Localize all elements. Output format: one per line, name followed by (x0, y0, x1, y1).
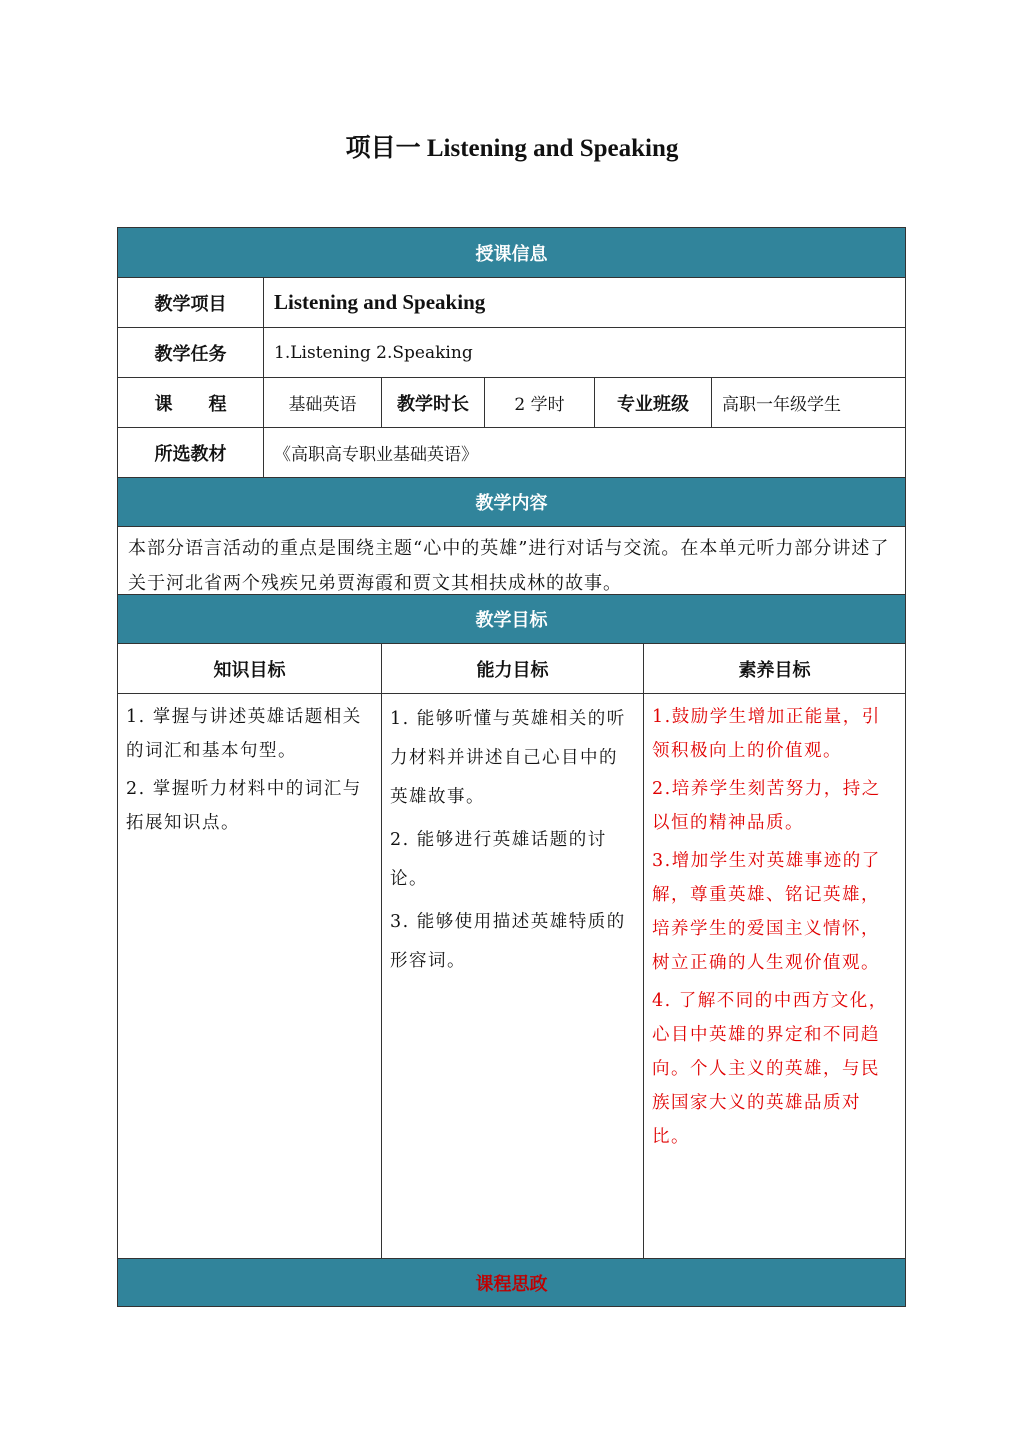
duration-label: 教学时长 (381, 378, 484, 427)
course-label: 课 程 (154, 393, 227, 415)
class-label: 专业班级 (594, 378, 711, 427)
goals-header: 教学目标 (118, 595, 905, 643)
quality-goal-item: 3.增加学生对英雄事迹的了解，尊重英雄、铭记英雄，培养学生的爱国主义情怀，树立正确的人生观价值观。 (652, 851, 881, 973)
document-title: 项目一 Listening and Speaking (345, 135, 679, 162)
duration-value: 2 学时 (484, 378, 594, 427)
goals-header-row (117, 594, 906, 643)
project-value: Listening and Speaking (263, 278, 905, 327)
ability-goal-item: 1. 能够听懂与英雄相关的听力材料并讲述自己心目中的英雄故事。 (390, 709, 626, 807)
knowledge-goals (118, 694, 381, 1258)
quality-goal-item: 2.培养学生刻苦努力，持之以恒的精神品质。 (652, 779, 881, 833)
class-value: 高职一年级学生 (711, 378, 905, 427)
ability-goals (381, 694, 643, 1258)
textbook-row (117, 427, 906, 477)
textbook-value: 《高职高专职业基础英语》 (263, 428, 905, 477)
knowledge-goal-item: 2. 掌握听力材料中的词汇与拓展知识点。 (126, 779, 362, 833)
ideology-header: 课程思政 (118, 1259, 905, 1306)
knowledge-goals-head: 知识目标 (213, 659, 286, 681)
project-label: 教学项目 (154, 293, 227, 315)
course-row (117, 377, 906, 427)
quality-goals (643, 694, 905, 1258)
content-header-row (117, 477, 906, 526)
content-header: 教学内容 (118, 478, 905, 526)
task-label: 教学任务 (154, 343, 227, 365)
course-value: 基础英语 (263, 378, 381, 427)
content-row (117, 526, 906, 594)
task-row (117, 327, 906, 377)
ideology-header-row (117, 1258, 906, 1307)
knowledge-goal-item: 1. 掌握与讲述英雄话题相关的词汇和基本句型。 (126, 707, 362, 761)
quality-goal-item: 4. 了解不同的中西方文化，心目中英雄的界定和不同趋向。个人主义的英雄，与民族国家大义的英雄品质对比。 (652, 991, 888, 1147)
info-header-row (117, 227, 906, 277)
goals-subheader-row (117, 643, 906, 693)
project-row (117, 277, 906, 327)
textbook-label: 所选教材 (154, 443, 227, 465)
ability-goal-item: 2. 能够进行英雄话题的讨论。 (390, 830, 607, 889)
info-header: 授课信息 (118, 228, 905, 277)
quality-goal-item: 1.鼓励学生增加正能量，引领积极向上的价值观。 (652, 707, 881, 761)
goals-content-row (117, 693, 906, 1258)
ability-goal-item: 3. 能够使用描述英雄特质的形容词。 (390, 912, 626, 971)
lesson-plan-table (117, 227, 906, 1307)
content-text: 本部分语言活动的重点是围绕主题“心中的英雄”进行对话与交流。在本单元听力部分讲述了关于河北省两个残疾兄弟贾海霞和贾文其相扶成林的故事。 (128, 538, 890, 594)
ability-goals-head: 能力目标 (381, 644, 643, 693)
quality-goals-head: 素养目标 (643, 644, 905, 693)
task-value: 1.Listening 2.Speaking (263, 328, 905, 377)
